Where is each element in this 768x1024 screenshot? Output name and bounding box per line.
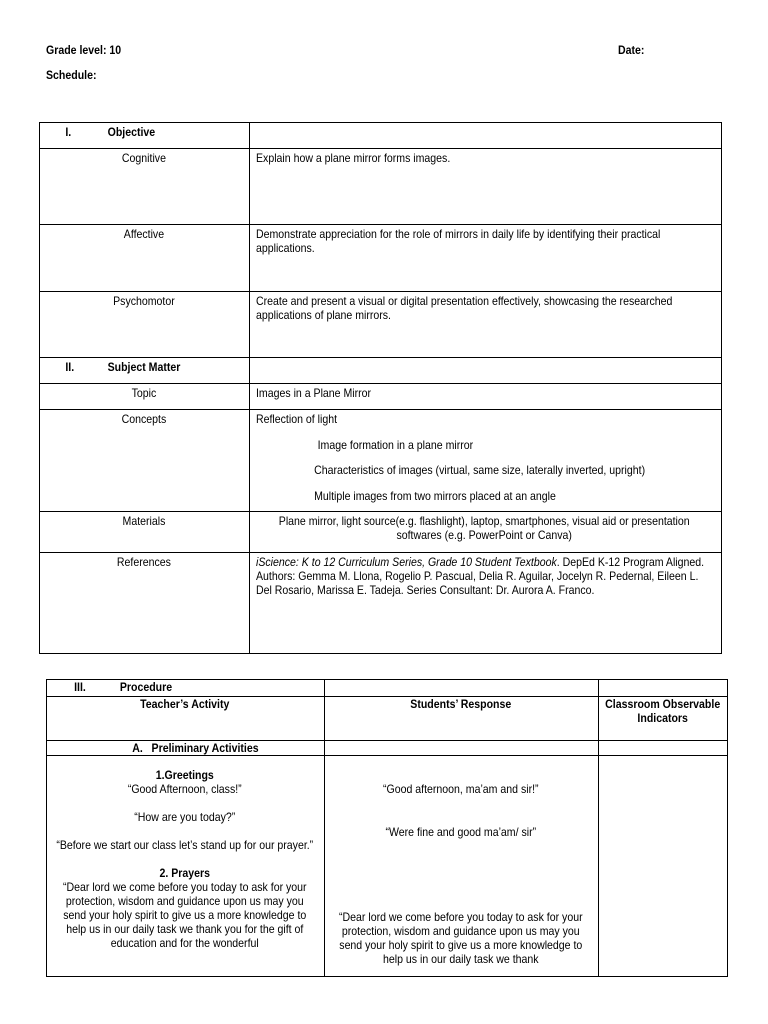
materials-row [40, 512, 722, 553]
materials-text: Plane mirror, light source(e.g. flashlight), laptop, smartphones, visual aid or presentation softwares (e.g. PowerPoint or Canva) [278, 514, 690, 542]
affective-label: Affective [123, 227, 165, 241]
references-label: References [116, 555, 171, 569]
greetings-prayers-row [47, 756, 728, 977]
topic-label: Topic [131, 386, 157, 400]
preliminary-activities-row [47, 741, 728, 756]
concept-item: Image formation in a plane mirror [317, 437, 474, 452]
grade-level: Grade level: 10 [46, 43, 122, 57]
references-text: . DepEd K-12 Program Aligned. Authors: Gemma M. Llona, Rogelio P. Pascual, Delia R. Aguilar, Jocelyn R. Pedernal, Eileen L. Del Rosario, Marissa E. Tadeja. Series Consultant: Dr. Aurora A. Franco. [256, 555, 705, 597]
concept-item: Multiple images from two mirrors placed at an angle [314, 488, 556, 503]
references-title: iScience: K to 12 Curriculum Series, Grade 10 Student Textbook [256, 555, 557, 569]
psychomotor-row [40, 292, 722, 358]
cognitive-row [40, 149, 722, 225]
objective-subject-table [39, 122, 722, 654]
teacher-activity-header: Teacher’s Activity [140, 697, 230, 711]
subject-matter-title: Subject Matter [107, 360, 181, 374]
procedure-table [46, 679, 728, 977]
students-response-header: Students’ Response [410, 697, 512, 711]
procedure-title: Procedure [119, 680, 173, 694]
references-row [40, 553, 722, 654]
psychomotor-text: Create and present a visual or digital presentation effectively, showcasing the researched applications of plane mirrors. [256, 294, 673, 322]
concept-item: Characteristics of images (virtual, same size, laterally inverted, upright) [314, 463, 646, 477]
cognitive-label: Cognitive [121, 151, 166, 165]
subject-matter-heading-cell [40, 358, 250, 384]
subject-matter-numeral: II. [65, 360, 75, 374]
section-a-heading: A. Preliminary Activities [132, 741, 259, 755]
concepts-row [40, 410, 722, 512]
affective-text: Demonstrate appreciation for the role of mirrors in daily life by identifying their practical applications. [256, 227, 661, 255]
teacher-greeting: “Good Afternoon, class!” [127, 782, 242, 796]
student-fine: “Were fine and good ma’am/ sir” [385, 825, 537, 839]
student-greeting: “Good afternoon, ma’am and sir!” [383, 782, 539, 796]
indicators-header: Classroom Observable Indicators [605, 697, 721, 725]
materials-label: Materials [122, 514, 166, 528]
objective-title: Objective [107, 125, 156, 139]
topic-row [40, 384, 722, 410]
date-label: Date: [618, 43, 645, 57]
teacher-how-are-you: “How are you today?” [134, 810, 236, 824]
procedure-columns-row [47, 697, 728, 741]
student-prayer: “Dear lord we come before you today to ask for your protection, wisdom and guidance upon us may you send your holy spirit to give us a more knowledge to help us in our daily task we thank [339, 910, 583, 966]
indicators-cell [599, 756, 728, 977]
topic-text: Images in a Plane Mirror [256, 386, 372, 400]
affective-row [40, 225, 722, 292]
schedule-label: Schedule: [46, 68, 97, 82]
greetings-heading: 1.Greetings [155, 768, 214, 782]
objective-numeral: I. [65, 125, 72, 139]
teacher-prayer-intro: “Before we start our class let’s stand up for our prayer.” [56, 838, 314, 852]
concept-item: Reflection of light [256, 412, 338, 426]
procedure-numeral: III. [74, 680, 86, 694]
teacher-prayer: “Dear lord we come before you today to ask for your protection, wisdom and guidance upon us may you send your holy spirit to give us a more knowledge to help us in our daily task we thank you for the gift of education and for the wonderful [62, 880, 307, 950]
psychomotor-label: Psychomotor [113, 294, 175, 308]
cognitive-text: Explain how a plane mirror forms images. [256, 151, 451, 165]
procedure-header-row [47, 680, 728, 697]
prayers-heading: 2. Prayers [159, 866, 211, 880]
concepts-label: Concepts [121, 412, 167, 426]
subject-matter-header-row [40, 358, 722, 384]
objective-header-row [40, 123, 722, 149]
objective-heading-cell [40, 123, 250, 149]
